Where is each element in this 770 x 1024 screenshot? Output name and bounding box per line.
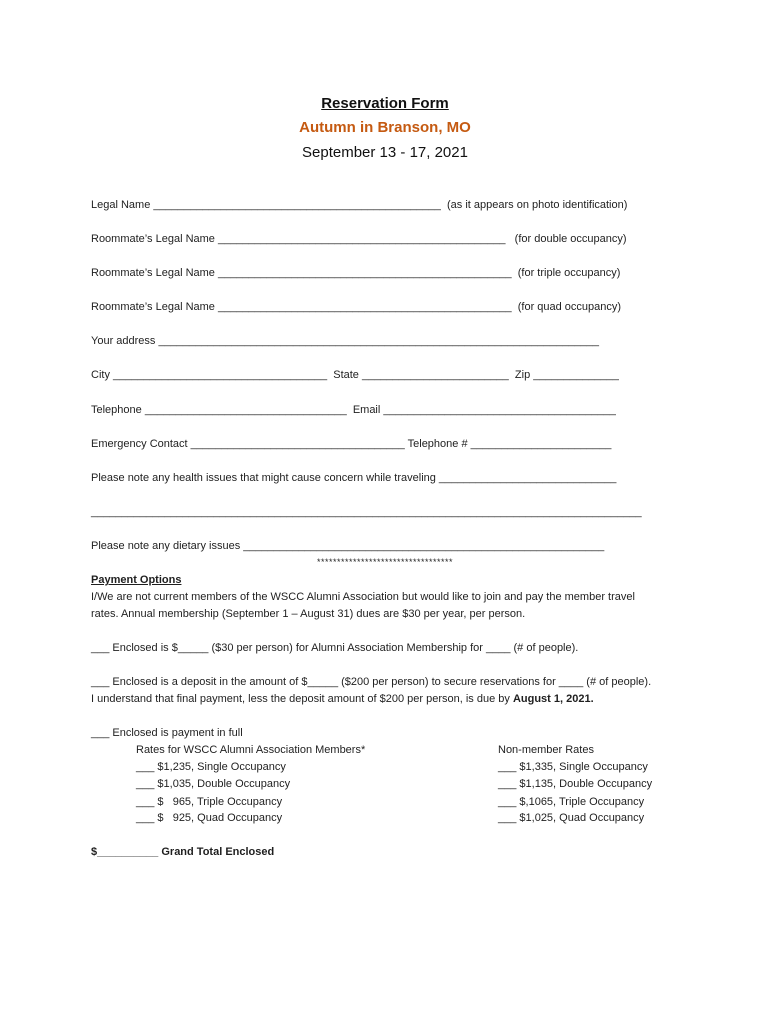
separator: ********************************** [316, 557, 454, 567]
grand-total-label: Grand Total Enclosed [158, 846, 275, 858]
nonmember-rates-header: Non-member Rates [498, 744, 594, 756]
roommate-triple-field[interactable]: Roommate’s Legal Name ________________________________________________ (for triple occupancy) [91, 267, 621, 279]
roommate-quad-field[interactable]: Roommate’s Legal Name ________________________________________________ (for quad occupancy) [91, 301, 622, 313]
trip-title: Autumn in Branson, MO [299, 119, 471, 136]
city-state-zip-field[interactable]: City ___________________________________ State ________________________ Zip ______________ [91, 369, 619, 381]
telephone-email-field[interactable]: Telephone _________________________________ Email ______________________________________ [91, 404, 616, 416]
legal-name-field[interactable]: Legal Name _______________________________________________ (as it appears on photo identification) [91, 199, 628, 211]
nonmember-rate-single[interactable]: ___ $1,335, Single Occupancy [498, 761, 648, 773]
nonmember-rate-triple[interactable]: ___ $,1065, Triple Occupancy [498, 796, 645, 808]
payment-options-heading: Payment Options [91, 574, 182, 586]
membership-intro-2: rates. Annual membership (September 1 – August 31) dues are $30 per year, per person. [91, 608, 526, 620]
dietary-issues-field[interactable]: Please note any dietary issues ___________________________________________________________ [91, 540, 605, 552]
member-rate-quad[interactable]: ___ $ 925, Quad Occupancy [136, 812, 283, 824]
payment-full-line[interactable]: ___ Enclosed is payment in full [91, 727, 243, 739]
grand-total-line[interactable] [91, 846, 274, 858]
member-rates-header: Rates for WSCC Alumni Association Members* [136, 744, 366, 756]
membership-intro-1: I/We are not current members of the WSCC Alumni Association but would like to join and pay the member travel [91, 591, 635, 603]
deposit-due-date: August 1, 2021. [512, 693, 594, 705]
membership-enclosed-line[interactable]: ___ Enclosed is $_____ ($30 per person) for Alumni Association Membership for ____ (# of people). [91, 642, 579, 654]
member-rate-triple[interactable]: ___ $ 965, Triple Occupancy [136, 796, 283, 808]
health-issues-field[interactable]: Please note any health issues that might cause concern while traveling _____________________________ [91, 472, 617, 484]
roommate-double-field[interactable]: Roommate’s Legal Name _______________________________________________ (for double occupancy) [91, 233, 627, 245]
member-rate-single[interactable]: ___ $1,235, Single Occupancy [136, 761, 286, 773]
address-field[interactable]: Your address ________________________________________________________________________ [91, 335, 599, 347]
deposit-due-text: I understand that final payment, less the deposit amount of $200 per person, is due by [91, 693, 513, 705]
nonmember-rate-quad[interactable]: ___ $1,025, Quad Occupancy [498, 812, 645, 824]
trip-dates: September 13 - 17, 2021 [302, 144, 468, 161]
health-issues-line-2[interactable]: __________________________________________________________________________________________ [91, 506, 642, 518]
emergency-contact-field[interactable]: Emergency Contact ___________________________________ Telephone # _______________________ [91, 438, 612, 450]
deposit-enclosed-line[interactable]: ___ Enclosed is a deposit in the amount of $_____ ($200 per person) to secure reservations for ____ (# of people). [91, 676, 652, 688]
grand-total-amount[interactable]: $__________ [91, 846, 159, 858]
nonmember-rate-double[interactable]: ___ $1,135, Double Occupancy [498, 778, 653, 790]
form-title: Reservation Form [321, 95, 449, 112]
deposit-due-line [91, 693, 594, 705]
member-rate-double[interactable]: ___ $1,035, Double Occupancy [136, 778, 291, 790]
